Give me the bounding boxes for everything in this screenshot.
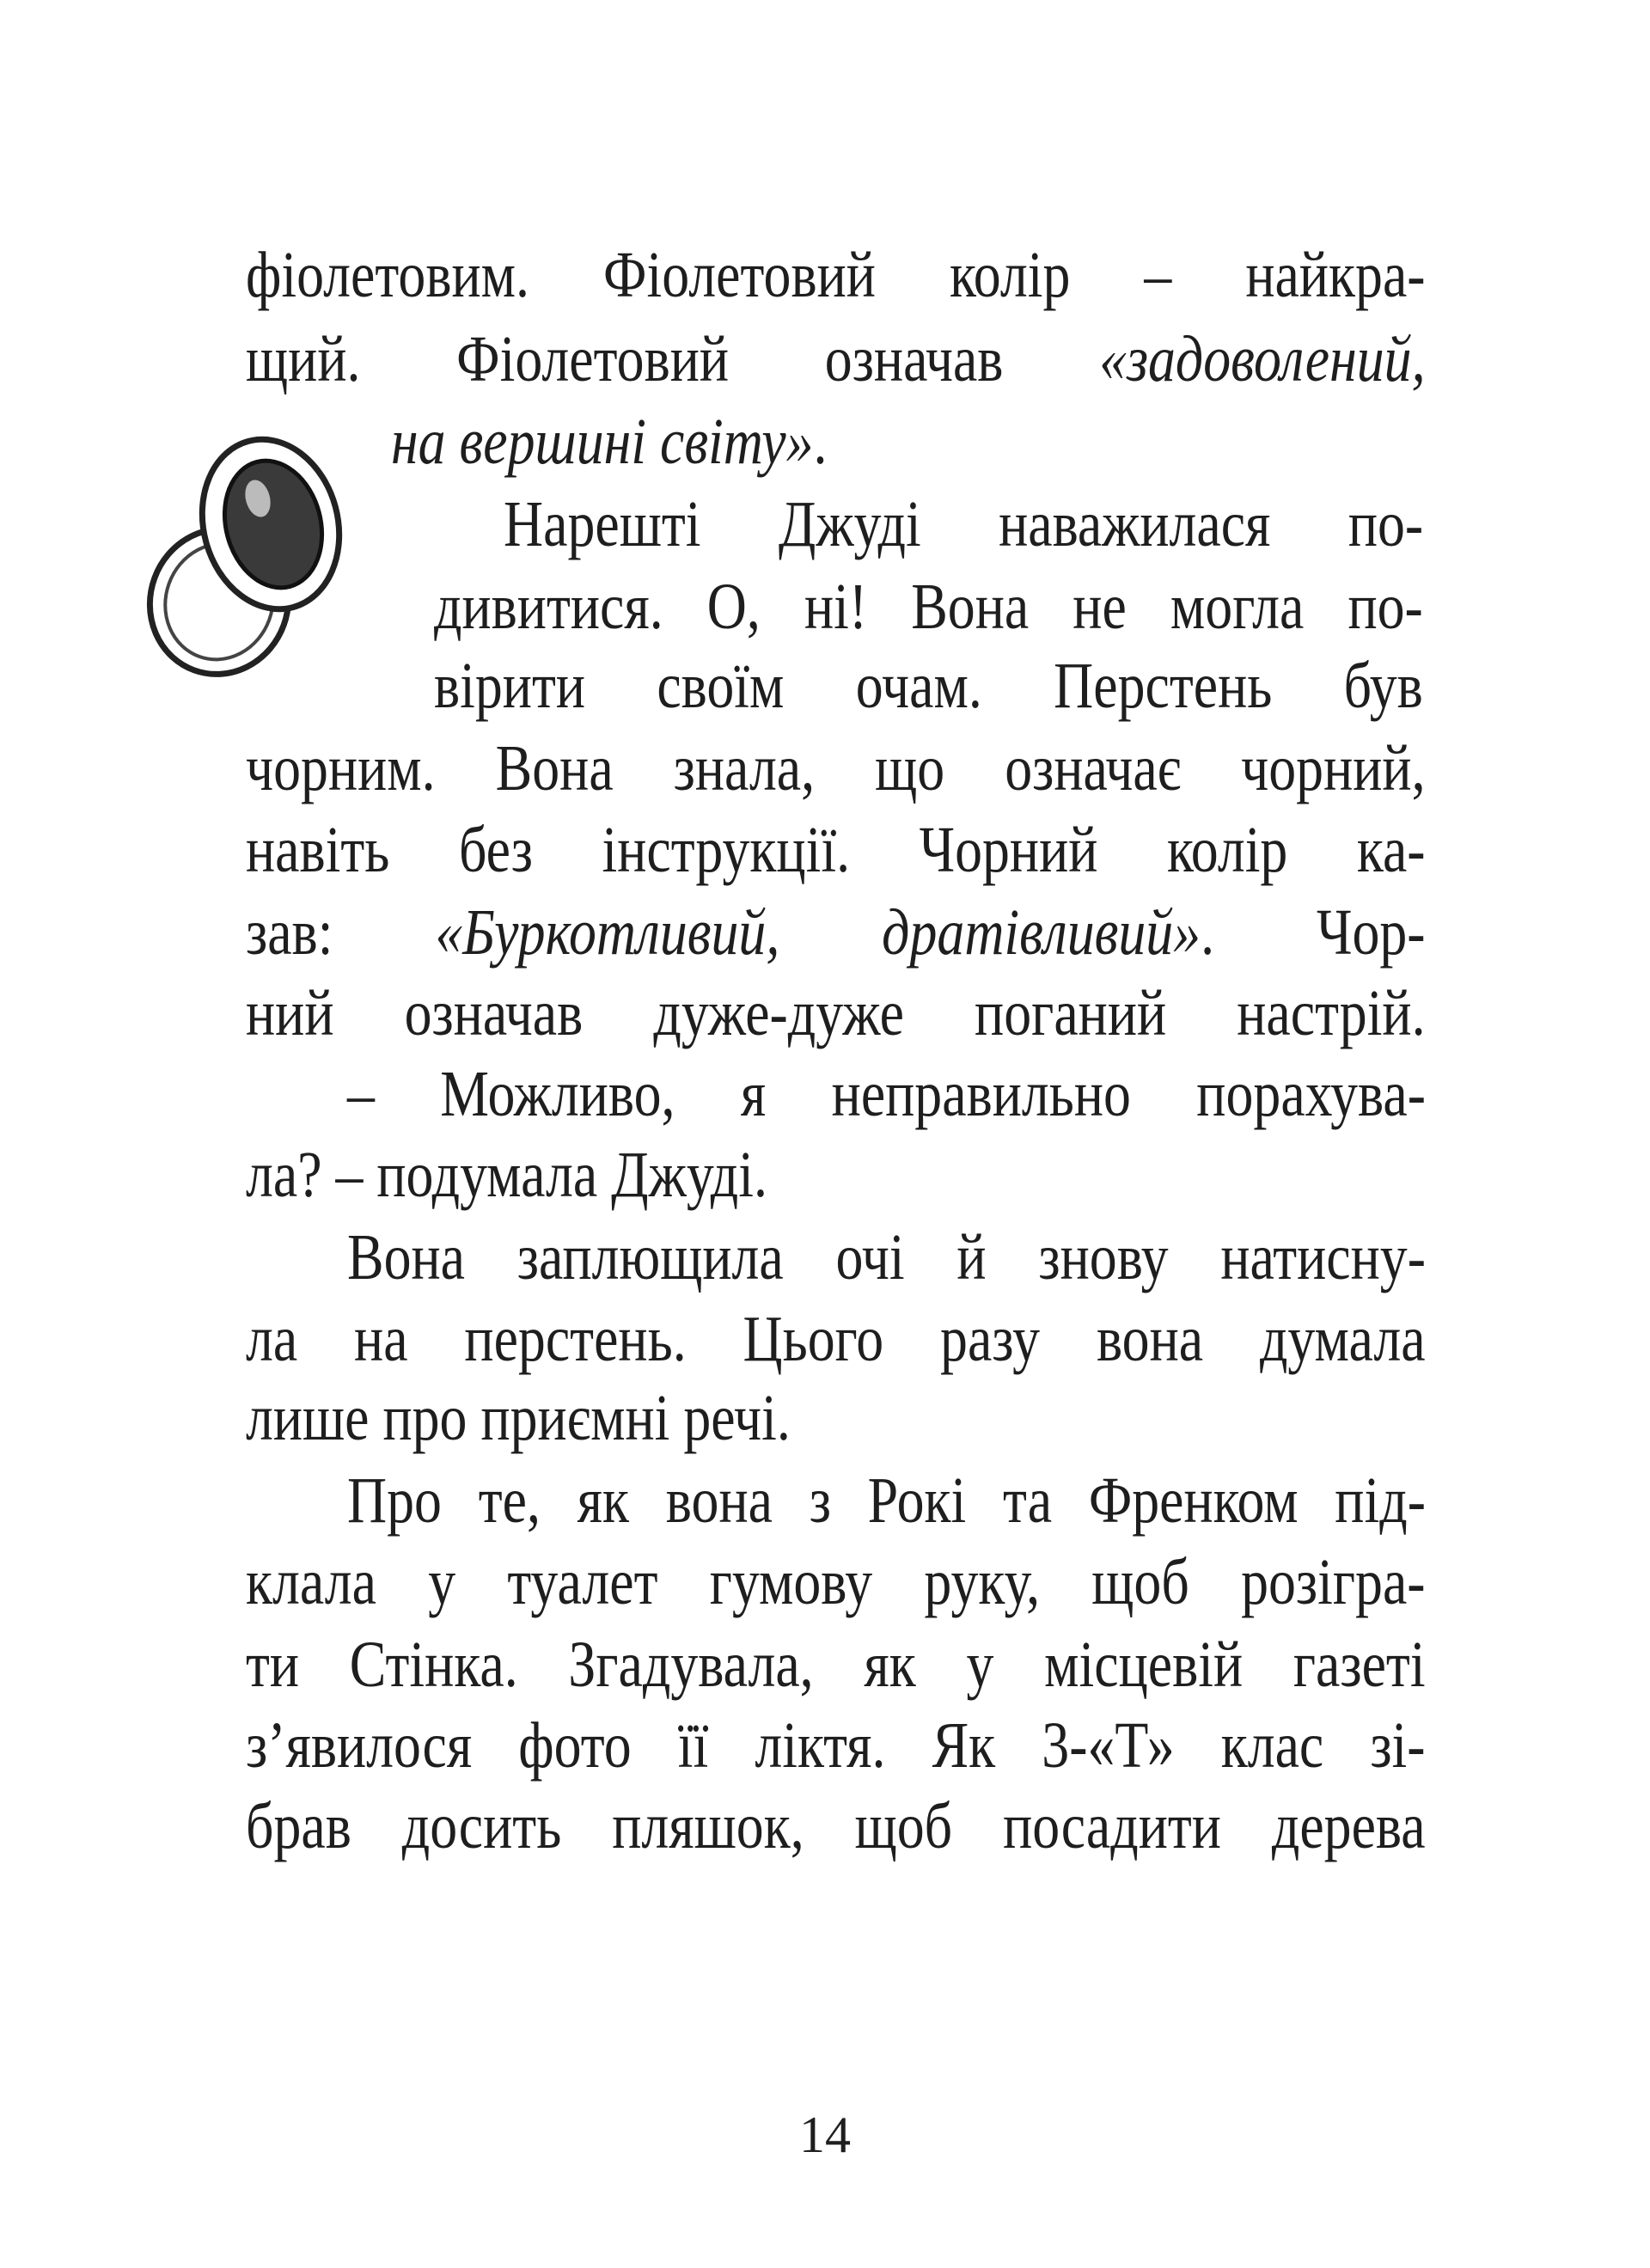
text: навіть без інструкції. Чорний колір ка- bbox=[246, 814, 1426, 886]
text-line bbox=[246, 1298, 1426, 1380]
text-line bbox=[246, 1377, 1426, 1459]
text: брав досить пляшок, щоб посадити дерева bbox=[246, 1790, 1426, 1862]
text-line bbox=[246, 318, 1426, 400]
text: лише про приємні речі. bbox=[246, 1382, 791, 1454]
text-line bbox=[347, 1053, 1426, 1135]
text: ла? – подумала Джуді. bbox=[246, 1139, 767, 1211]
text: клала у туалет гумову руку, щоб розігра- bbox=[246, 1546, 1426, 1618]
text: чорним. Вона знала, що означає чорний, bbox=[246, 732, 1426, 804]
text-line bbox=[347, 1216, 1426, 1299]
text-line bbox=[434, 645, 1423, 727]
text-line bbox=[246, 1134, 1426, 1216]
text: Нарешті Джуді наважилася по- bbox=[504, 488, 1424, 560]
italic-quote: «Буркотливий, дратівливий» bbox=[435, 896, 1201, 969]
text: Вона заплющила очі й знову натисну- bbox=[347, 1221, 1426, 1293]
text: дивитися. О, ні! Вона не могла по- bbox=[434, 571, 1423, 643]
text: ний означав дуже-дуже поганий настрій. bbox=[246, 977, 1426, 1049]
text-line bbox=[246, 1785, 1426, 1868]
text: зав: bbox=[246, 896, 436, 969]
text-line bbox=[246, 809, 1426, 891]
text-line bbox=[347, 1459, 1426, 1542]
text: фіолетовим. Фіолетовий колір – найкра- bbox=[246, 239, 1426, 311]
italic-quote: на вершині світу» bbox=[391, 406, 814, 478]
text: щий. Фіолетовий означав bbox=[246, 323, 1100, 395]
text: Про те, як вона з Рокі та Френком під- bbox=[347, 1464, 1426, 1537]
text-line bbox=[246, 891, 1426, 974]
text: ти Стінка. Згадувала, як у місцевій газеті bbox=[246, 1629, 1426, 1701]
text: з’явилося фото її ліктя. Як 3-«Т» клас зі- bbox=[246, 1709, 1426, 1782]
text: ла на перстень. Цього разу вона думала bbox=[246, 1303, 1426, 1375]
italic-quote: «задоволений, bbox=[1099, 323, 1426, 395]
text: – Можливо, я неправильно порахува- bbox=[347, 1058, 1426, 1130]
text: вірити своїм очам. Перстень був bbox=[434, 650, 1423, 722]
text: . Чор- bbox=[1201, 896, 1426, 969]
text-line bbox=[504, 483, 1423, 565]
ring-illustration-icon bbox=[138, 430, 370, 688]
text: . bbox=[813, 406, 828, 478]
text-line bbox=[246, 972, 1426, 1055]
text-line bbox=[246, 727, 1426, 810]
text-line bbox=[246, 234, 1426, 316]
page-number: 14 bbox=[799, 2106, 851, 2163]
text-line bbox=[246, 1704, 1426, 1787]
text-line bbox=[246, 1541, 1426, 1623]
text-line bbox=[246, 1623, 1426, 1706]
text-line bbox=[391, 400, 1329, 483]
text-line bbox=[434, 565, 1423, 648]
